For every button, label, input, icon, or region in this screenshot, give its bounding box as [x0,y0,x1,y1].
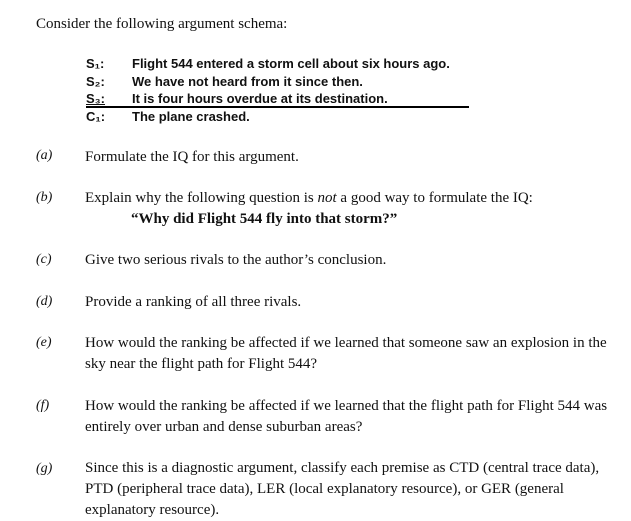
question-g: Since this is a diagnostic argument, classify each premise as CTD (central trace data), PTD (peripheral trace data), LER (local explanatory resource), or GER (general explanatory resource). [85,460,600,518]
question-label-f: (f) [36,398,50,413]
question-label-a: (a) [36,148,53,163]
question-d: Provide a ranking of all three rivals. [85,294,302,310]
conclusion-label: C₁: [86,108,106,124]
question-b-pre: Explain why the following question is [85,190,318,206]
question-label-g: (g) [36,461,53,476]
premise-text: We have not heard from it since then. [132,73,363,89]
question-label-c: (c) [36,252,52,267]
premise-label: S₃: [86,91,106,106]
question-a: Formulate the IQ for this argument. [85,149,299,165]
premise-label: S₁: [86,56,105,71]
question-b-post: a good way to formulate the IQ: [336,190,533,206]
question-f: How would the ranking be affected if we learned that the flight path for Flight 544 was entirely over urban and dense suburban areas? [85,398,608,435]
question-c: Give two serious rivals to the author’s conclusion. [85,252,387,268]
question-b [85,188,615,209]
premise-label: S₂: [86,73,105,89]
conclusion-text: The plane crashed. [132,108,250,124]
question-label-b: (b) [36,190,53,205]
intro-text: Consider the following argument schema: [36,16,288,32]
question-label-d: (d) [36,294,53,309]
question-label-e: (e) [36,335,52,350]
inference-line [86,106,469,108]
question-b-quote: “Why did Flight 544 fly into that storm?” [131,211,398,227]
premise-text: It is four hours overdue at its destination. [132,91,388,106]
premise-text: Flight 544 entered a storm cell about six hours ago. [132,56,450,71]
question-e: How would the ranking be affected if we learned that someone saw an explosion in the sky near the flight path for Flight 544? [85,335,607,372]
question-b-emphasis: not [317,190,337,206]
